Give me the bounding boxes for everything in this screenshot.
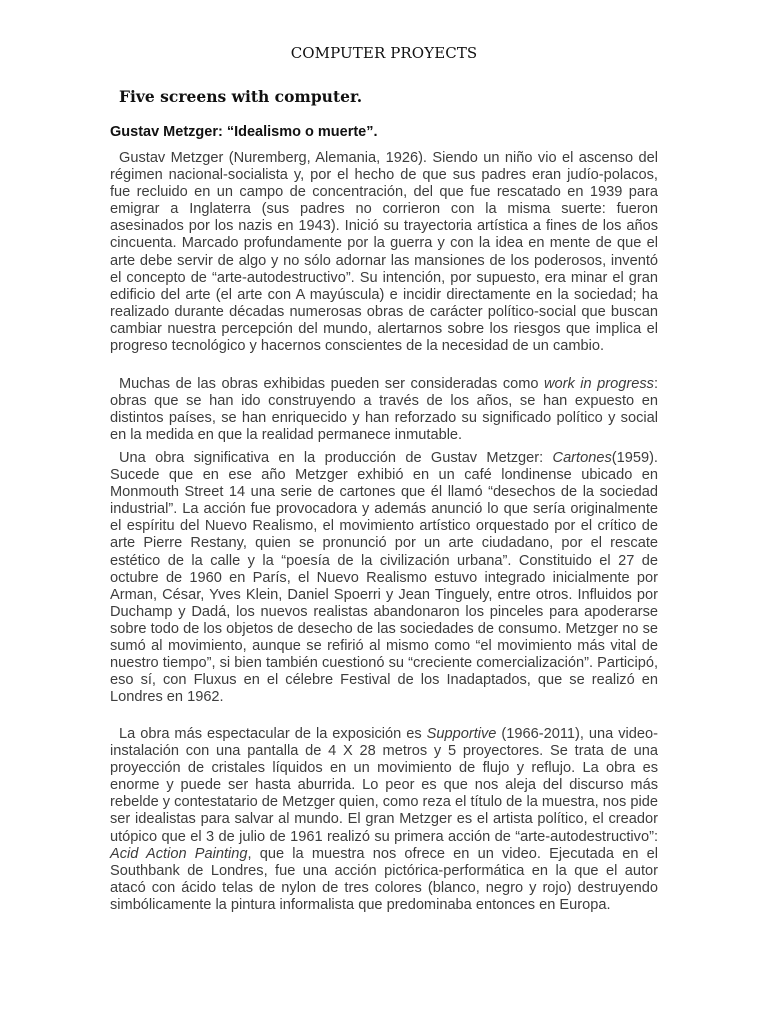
paragraph-4 [110,726,658,914]
article-heading: Gustav Metzger: “Idealismo o muerte”. [110,124,378,140]
paragraph-1 [110,150,658,355]
paragraph-3-text-a: Una obra significativa en la producción de Gustav Metzger: [119,450,553,466]
paragraph-3 [110,450,658,706]
paragraph-4-italic-1: Supportive [426,726,497,742]
paragraph-2-text-a: Muchas de las obras exhibidas pueden ser consideradas como [119,376,544,392]
document-subtitle: Five screens with computer. [119,87,363,106]
paragraph-3-text-b: (1959). Sucede que en ese año Metzger exhibió en un café londinense ubicado en Monmouth Street 14 una serie de cartones que él llamó “desechos de la sociedad industrial”. La acción fue provocadora y además anunció lo que sería originalmente el espíritu del Nuevo Realismo, el movimiento artístico orquestado por el crítico de arte Pierre Restany, quien se pronunció por un arte ciudadano, por el rescate estético de la calle y la “poesía de la civilización urbana”. Constituido el 27 de octubre de 1960 en París, el Nuevo Realismo estuvo integrado inicialmente por Arman, César, Yves Klein, Daniel Spoerri y Jean Tinguely, entre otros. Influidos por Duchamp y Dadá, los nuevos realistas abandonaron los pinceles para apoderarse sobre todo de los objetos de desecho de las sociedades de consumo. Metzger no se sumó al movimiento, aunque se refirió al mismo como “el movimiento más vital de nuestro tiempo”, si bien también cuestionó su “creciente comercialización”. Participó, eso sí, con Fluxus en el célebre Festival de los Inadaptados, que se realizó en Londres en 1962. [110,450,658,706]
paragraph-4-text-a: La obra más espectacular de la exposición es [119,726,427,742]
paragraph-4-text-c: , que la muestra nos ofrece en un video. Ejecutada en el Southbank de Londres, fue una acción pictórica-performática en la que el autor atacó con ácido telas de nylon de tres colores (blanco, negro y rojo) destruyendo simbólicamente la pintura informalista que predominaba entonces en Europa. [110,845,658,913]
paragraph-2-italic: work in progress [544,376,654,392]
paragraph-1-text: Gustav Metzger (Nuremberg, Alemania, 1926). Siendo un niño vio el ascenso del régimen nacional-socialista y, por el hecho de que sus padres eran judío-polacos, fue recluido en un campo de concentración, del que fue rescatado en 1939 para emigrar a Inglaterra (sus padres no corrieron con la misma suerte: fueron asesinados por los nazis en 1943). Inició su trayectoria artística a fines de los años cincuenta. Marcado profundamente por la guerra y con la idea en mente de que el arte debe servir de algo y no sólo adornar las mansiones de los poderosos, inventó el concepto de “arte-autodestructivo”. Su intención, por supuesto, era minar el gran edificio del arte (el arte con A mayúscula) e incidir directamente en la sociedad; ha realizado durante décadas numerosas obras de carácter político-social que buscan cambiar nuestra percepción del mundo, alertarnos sobre los riesgos que implica el progreso tecnológico y hacernos conscientes de la necesidad de un cambio. [110,150,658,355]
paragraph-2 [110,376,658,444]
paragraph-4-text-b: (1966-2011), una video-instalación con una pantalla de 4 X 28 metros y 5 proyectores. Se trata de una proyección de cristales líquidos en un movimiento de flujo y reflujo. La obra es enorme y puede ser hasta aburrida. Lo peor es que nos aleja del discurso más rebelde y contestatario de Metzger quien, como reza el título de la muestra, nos pide ser idealistas para salvar al mundo. El gran Metzger es el artista político, el creador utópico que el 3 de julio de 1961 realizó su primera acción de “arte-autodestructivo”: [110,726,658,845]
paragraph-3-italic: Cartones [552,450,612,466]
paragraph-4-italic-2: Acid Action Painting [110,845,248,862]
document-title: COMPUTER PROYECTS [290,44,478,62]
paragraph-2-text-b: : obras que se han ido construyendo a través de los años, se han expuesto en distintos países, se han enriquecido y han reforzado su significado político y social en la medida en que la realidad permanece inmutable. [110,376,658,444]
